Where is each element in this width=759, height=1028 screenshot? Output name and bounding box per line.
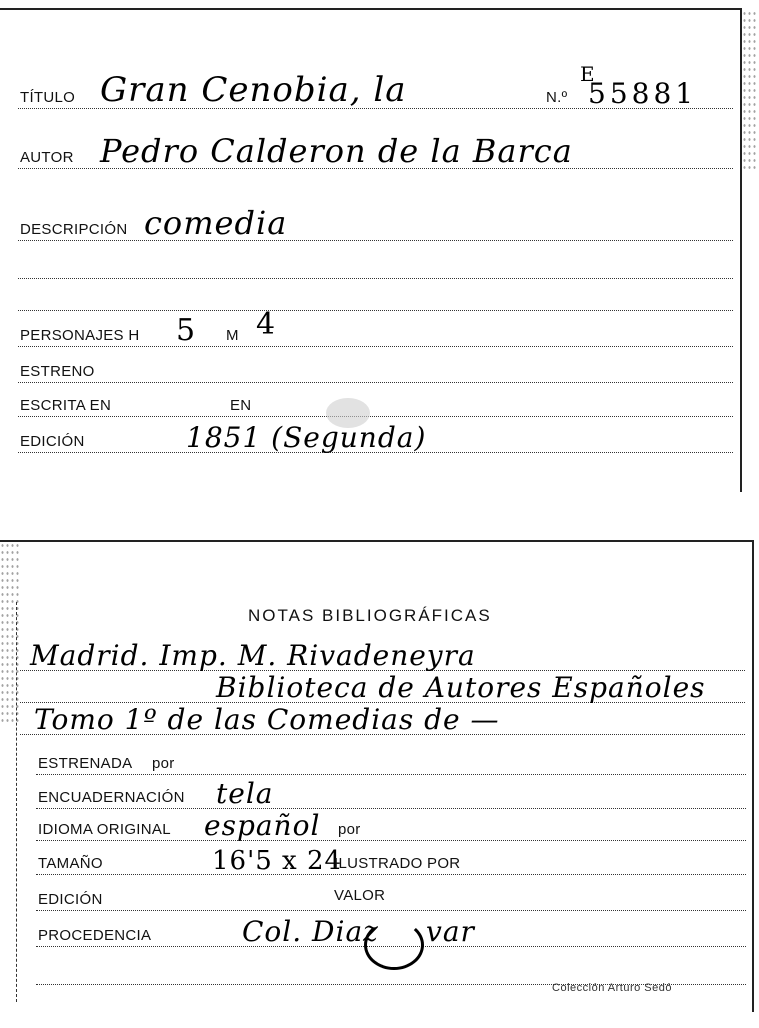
label-idioma-por: por — [338, 821, 361, 838]
value-personajes-m: 4 — [256, 307, 277, 342]
note-line-1 — [20, 640, 745, 671]
value-procedencia: Col. Diaz — [242, 915, 379, 948]
row-descripcion — [18, 206, 733, 241]
row-personajes — [18, 307, 733, 348]
notes-title: NOTAS BIBLIOGRÁFICAS — [248, 606, 492, 625]
row-escrita — [18, 382, 733, 417]
row-idioma — [36, 806, 746, 841]
row-titulo — [18, 62, 733, 110]
label-estrenada: ESTRENADA — [38, 755, 133, 772]
row-tamano — [36, 840, 746, 875]
catalog-card-top — [0, 8, 742, 492]
row-encuadernacion — [36, 774, 746, 809]
row-estreno — [18, 348, 733, 383]
value-personajes-h: 5 — [176, 313, 197, 348]
label-titulo: TÍTULO — [20, 89, 76, 106]
value-numero-prefix: E — [580, 62, 596, 86]
label-estrenada-por: por — [152, 755, 175, 772]
value-edicion: 1851 (Segunda) — [186, 421, 427, 454]
row-edicion-bottom — [36, 876, 746, 911]
value-procedencia-2: var — [426, 915, 475, 948]
label-estreno: ESTRENO — [20, 363, 95, 380]
row-blank-2 — [18, 276, 733, 311]
label-tamano: TAMAÑO — [38, 855, 103, 872]
collection-stamp: Colección Arturo Sedó — [552, 982, 672, 994]
value-titulo: Gran Cenobia, la — [100, 70, 407, 110]
label-ilustrado: ILUSTRADO POR — [334, 855, 461, 872]
paper-edge-speckle-left — [0, 542, 20, 722]
row-blank-1 — [18, 244, 733, 279]
label-escrita: ESCRITA EN — [20, 397, 112, 414]
row-autor — [18, 134, 733, 169]
note-text-1: Madrid. Imp. M. Rivadeneyra — [30, 639, 476, 672]
value-encuadernacion: tela — [216, 777, 274, 810]
left-margin-line — [16, 602, 17, 1002]
value-numero: 55881 — [588, 77, 698, 110]
value-tamano: 16'5 x 24 — [212, 846, 343, 876]
label-autor: AUTOR — [20, 149, 74, 166]
value-idioma: español — [204, 809, 321, 842]
label-valor: VALOR — [334, 887, 386, 904]
label-escrita-en: EN — [230, 397, 252, 414]
note-text-3: Tomo 1º de las Comedias de — — [34, 703, 500, 736]
row-procedencia — [36, 912, 746, 947]
value-autor: Pedro Calderon de la Barca — [100, 132, 573, 170]
catalog-card-bottom — [0, 540, 754, 1012]
label-idioma: IDIOMA ORIGINAL — [38, 821, 171, 838]
label-descripcion: DESCRIPCIÓN — [20, 221, 128, 238]
note-line-3 — [20, 704, 745, 735]
row-blank-bottom — [36, 950, 746, 985]
row-edicion — [18, 418, 733, 453]
note-line-2 — [20, 672, 745, 703]
row-estrenada — [36, 740, 746, 775]
paper-edge-speckle — [742, 10, 756, 170]
label-personajes: PERSONAJES H — [20, 327, 140, 344]
label-procedencia: PROCEDENCIA — [38, 927, 152, 944]
note-text-2: Biblioteca de Autores Españoles — [216, 671, 706, 704]
label-numero: N.º — [546, 89, 568, 106]
label-personajes-m: M — [226, 327, 239, 344]
label-edicion: EDICIÓN — [20, 433, 85, 450]
label-encuadernacion: ENCUADERNACIÓN — [38, 789, 185, 806]
label-edicion-bottom: EDICIÓN — [38, 891, 103, 908]
value-descripcion: comedia — [144, 204, 288, 242]
